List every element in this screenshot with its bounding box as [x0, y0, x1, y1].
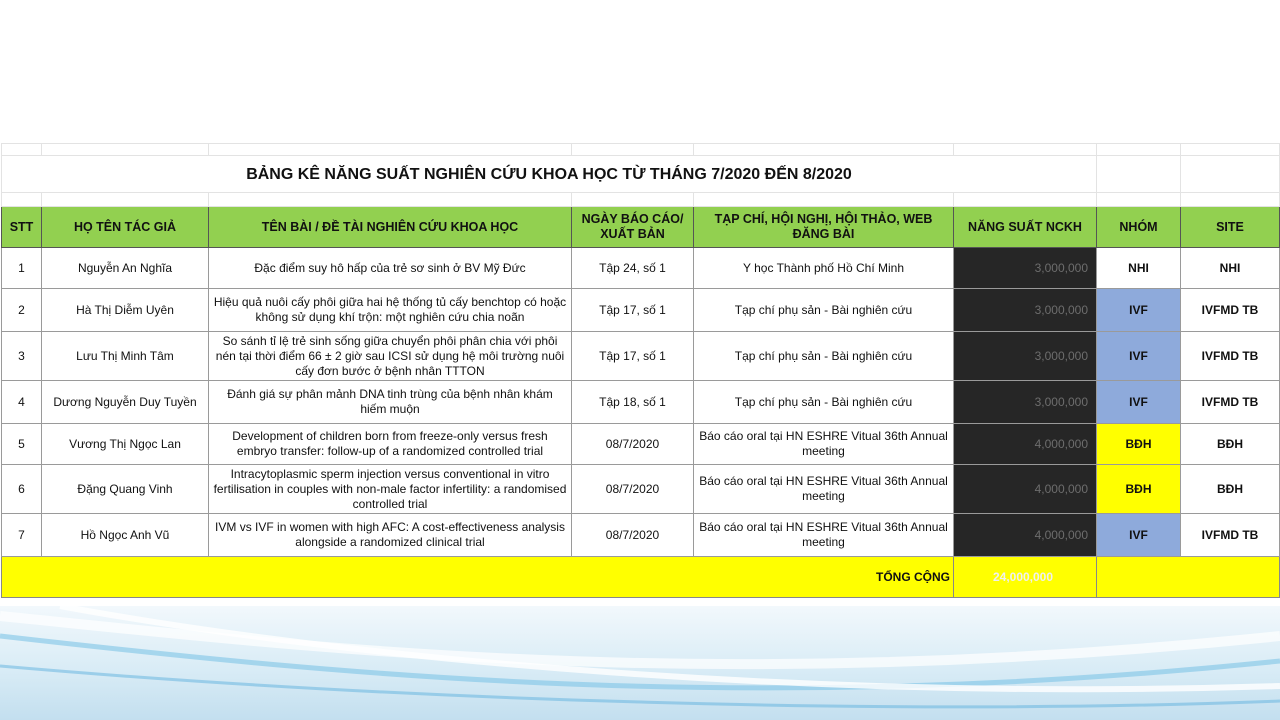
- cell-site: IVFMD TB: [1181, 332, 1280, 381]
- header-author: HỌ TÊN TÁC GIẢ: [42, 207, 209, 248]
- cell-date: Tập 17, số 1: [572, 332, 694, 381]
- cell-paper: Hiệu quả nuôi cấy phôi giữa hai hệ thống tủ cấy benchtop có hoặc không sử dụng khí trộn: một nghiên cứu chia noãn: [209, 289, 572, 332]
- research-table: [1, 143, 1280, 598]
- cell-group: IVF: [1097, 289, 1181, 332]
- cell-site: IVFMD TB: [1181, 289, 1280, 332]
- cell-stt: 2: [2, 289, 42, 332]
- cell-stt: 5: [2, 424, 42, 465]
- table-row: [2, 424, 1280, 465]
- header-venue: TẠP CHÍ, HỘI NGHỊ, HỘI THẢO, WEB ĐĂNG BÀI: [694, 207, 954, 248]
- cell-productivity: 3,000,000: [954, 248, 1097, 289]
- cell-date: Tập 24, số 1: [572, 248, 694, 289]
- total-filler: [1097, 557, 1280, 598]
- total-row: [2, 557, 1280, 598]
- header-stt: STT: [2, 207, 42, 248]
- cell-author: Hà Thị Diễm Uyên: [42, 289, 209, 332]
- header-productivity: NĂNG SUẤT NCKH: [954, 207, 1097, 248]
- cell-author: Lưu Thị Minh Tâm: [42, 332, 209, 381]
- cell-group: BĐH: [1097, 465, 1181, 514]
- cell-productivity: 3,000,000: [954, 289, 1097, 332]
- cell-date: 08/7/2020: [572, 424, 694, 465]
- cell-group: IVF: [1097, 332, 1181, 381]
- total-label: TỔNG CỘNG: [2, 557, 954, 598]
- cell-stt: 1: [2, 248, 42, 289]
- cell-stt: 4: [2, 381, 42, 424]
- cell-date: 08/7/2020: [572, 465, 694, 514]
- cell-venue: Y học Thành phố Hồ Chí Minh: [694, 248, 954, 289]
- total-value: 24,000,000: [954, 557, 1097, 598]
- cell-productivity: 3,000,000: [954, 332, 1097, 381]
- cell-date: Tập 17, số 1: [572, 289, 694, 332]
- table-row: [2, 248, 1280, 289]
- cell-site: BĐH: [1181, 465, 1280, 514]
- spacer-row: [2, 144, 1280, 156]
- cell-site: BĐH: [1181, 424, 1280, 465]
- table-row: [2, 514, 1280, 557]
- cell-group: IVF: [1097, 381, 1181, 424]
- cell-venue: Tạp chí phụ sản - Bài nghiên cứu: [694, 381, 954, 424]
- header-row: [2, 207, 1280, 248]
- cell-paper: So sánh tỉ lệ trẻ sinh sống giữa chuyển phôi phân chia với phôi nén tại thời điểm 66 ± 2 giờ sau ICSI sử dụng hệ môi trường nuôi cấy đơn bước ở bệnh nhân TTTON: [209, 332, 572, 381]
- cell-date: 08/7/2020: [572, 514, 694, 557]
- cell-date: Tập 18, số 1: [572, 381, 694, 424]
- header-date: NGÀY BÁO CÁO/ XUẤT BẢN: [572, 207, 694, 248]
- cell-venue: Báo cáo oral tại HN ESHRE Vitual 36th Annual meeting: [694, 465, 954, 514]
- cell-paper: IVM vs IVF in women with high AFC: A cost-effectiveness analysis alongside a randomized clinical trial: [209, 514, 572, 557]
- cell-paper: Đặc điểm suy hô hấp của trẻ sơ sinh ở BV Mỹ Đức: [209, 248, 572, 289]
- cell-productivity: 3,000,000: [954, 381, 1097, 424]
- cell-paper: Development of children born from freeze-only versus fresh embryo transfer: follow-up of a randomized controlled trial: [209, 424, 572, 465]
- cell-stt: 3: [2, 332, 42, 381]
- cell-venue: Báo cáo oral tại HN ESHRE Vitual 36th Annual meeting: [694, 514, 954, 557]
- table-row: [2, 289, 1280, 332]
- table-row: [2, 332, 1280, 381]
- header-site: SITE: [1181, 207, 1280, 248]
- header-group: NHÓM: [1097, 207, 1181, 248]
- cell-productivity: 4,000,000: [954, 514, 1097, 557]
- cell-venue: Tạp chí phụ sản - Bài nghiên cứu: [694, 289, 954, 332]
- cell-stt: 6: [2, 465, 42, 514]
- cell-paper: Intracytoplasmic sperm injection versus conventional in vitro fertilisation in couples with non-male factor infertility: a randomised controlled trial: [209, 465, 572, 514]
- cell-group: IVF: [1097, 514, 1181, 557]
- cell-author: Nguyễn An Nghĩa: [42, 248, 209, 289]
- cell-stt: 7: [2, 514, 42, 557]
- cell-productivity: 4,000,000: [954, 424, 1097, 465]
- cell-site: NHI: [1181, 248, 1280, 289]
- cell-venue: Báo cáo oral tại HN ESHRE Vitual 36th Annual meeting: [694, 424, 954, 465]
- decorative-background: [0, 606, 1280, 720]
- cell-author: Vương Thị Ngọc Lan: [42, 424, 209, 465]
- cell-venue: Tạp chí phụ sản - Bài nghiên cứu: [694, 332, 954, 381]
- cell-group: BĐH: [1097, 424, 1181, 465]
- spacer-row: [2, 193, 1280, 207]
- cell-group: NHI: [1097, 248, 1181, 289]
- cell-site: IVFMD TB: [1181, 514, 1280, 557]
- cell-paper: Đánh giá sự phân mảnh DNA tinh trùng của bệnh nhân khám hiếm muộn: [209, 381, 572, 424]
- header-paper: TÊN BÀI / ĐỀ TÀI NGHIÊN CỨU KHOA HỌC: [209, 207, 572, 248]
- cell-author: Hồ Ngọc Anh Vũ: [42, 514, 209, 557]
- page-title: BẢNG KÊ NĂNG SUẤT NGHIÊN CỨU KHOA HỌC TỪ THÁNG 7/2020 ĐẾN 8/2020: [2, 156, 1097, 193]
- table-row: [2, 381, 1280, 424]
- cell-author: Dương Nguyễn Duy Tuyền: [42, 381, 209, 424]
- table-row: [2, 465, 1280, 514]
- cell-site: IVFMD TB: [1181, 381, 1280, 424]
- title-row: [2, 156, 1280, 193]
- cell-author: Đặng Quang Vinh: [42, 465, 209, 514]
- cell-productivity: 4,000,000: [954, 465, 1097, 514]
